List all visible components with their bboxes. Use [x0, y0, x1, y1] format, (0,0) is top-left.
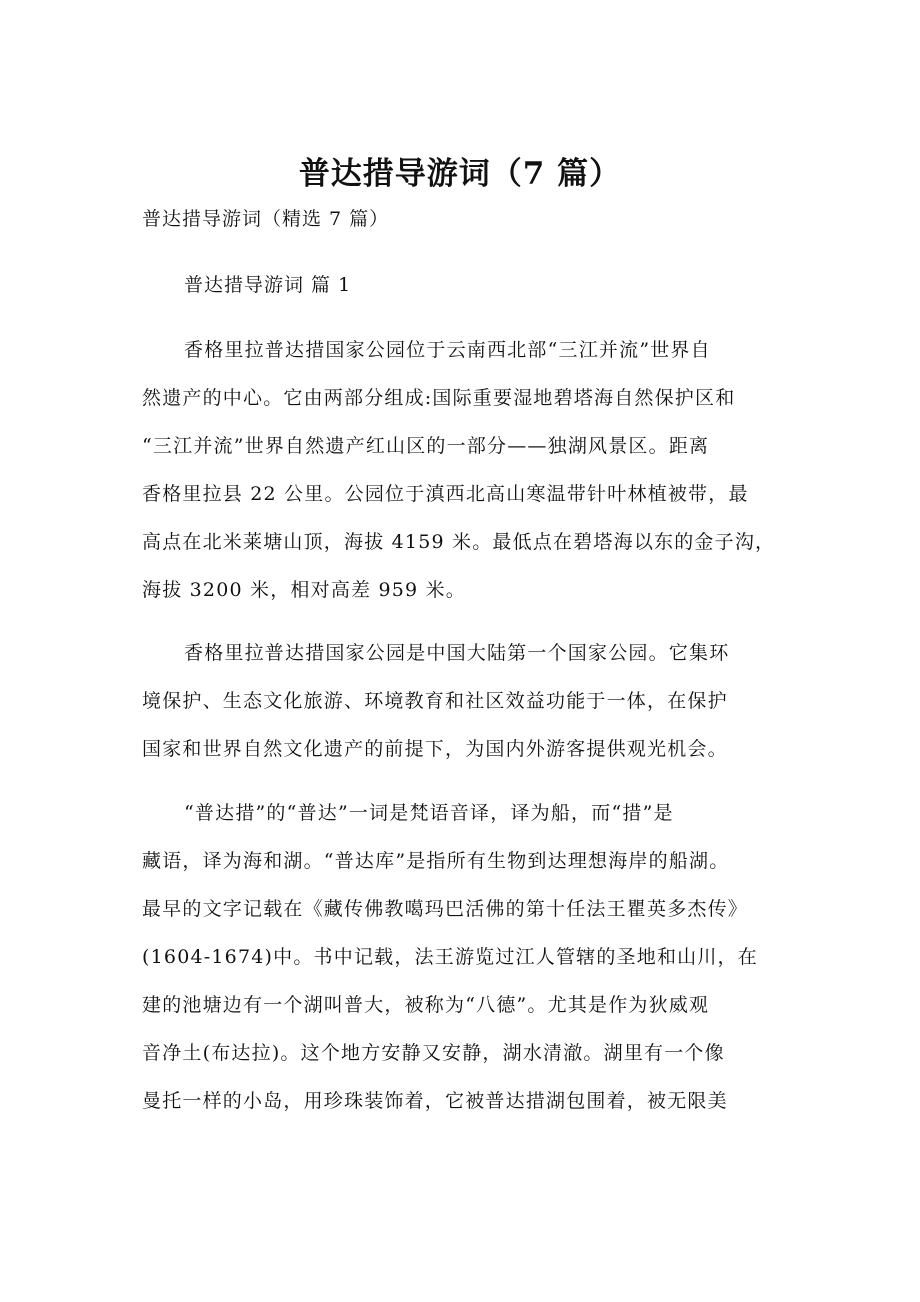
paragraph-3 [142, 789, 782, 1125]
paragraph-line: (1604-1674)中。书中记载，法王游览过江人管辖的圣地和山川，在 [142, 946, 758, 968]
paragraph-line: 曼托一样的小岛，用珍珠装饰着，它被普达措湖包围着，被无限美 [142, 1090, 728, 1112]
document-subtitle: 普达措导游词（精选 7 篇） [142, 208, 390, 230]
section-heading: 普达措导游词 篇 1 [184, 274, 352, 296]
document-title: 普达措导游词（7 篇） [298, 156, 622, 192]
paragraph-line: “三江并流”世界自然遗产红山区的一部分——独湖风景区。距离 [142, 435, 710, 457]
paragraph-line: “普达措”的“普达”一词是梵语音译，译为船，而“措”是 [184, 802, 674, 824]
paragraph-line: 香格里拉普达措国家公园位于云南西北部“三江并流”世界自 [184, 339, 711, 361]
paragraph-line: 藏语，译为海和湖。“普达库”是指所有生物到达理想海岸的船湖。 [142, 850, 730, 872]
paragraph-1 [142, 326, 782, 614]
paragraph-line: 香格里拉普达措国家公园是中国大陆第一个国家公园。它集环 [184, 642, 730, 664]
paragraph-line: 然遗产的中心。它由两部分组成:国际重要湿地碧塔海自然保护区和 [142, 387, 736, 409]
paragraph-line: 香格里拉县 22 公里。公园位于滇西北高山寒温带针叶林植被带，最 [142, 483, 749, 505]
paragraph-line: 国家和世界自然文化遗产的前提下，为国内外游客提供观光机会。 [142, 738, 728, 760]
paragraph-line: 建的池塘边有一个湖叫普大，被称为“八德”。尤其是作为狄威观 [142, 994, 710, 1016]
paragraph-line: 音净土(布达拉)。这个地方安静又安静，湖水清澈。湖里有一个像 [142, 1042, 725, 1064]
paragraph-line: 最早的文字记载在《藏传佛教噶玛巴活佛的第十任法王瞿英多杰传》 [142, 898, 749, 920]
paragraph-line: 高点在北米莱塘山顶，海拔 4159 米。最低点在碧塔海以东的金子沟， [142, 531, 776, 553]
paragraph-line: 境保护、生态文化旅游、环境教育和社区效益功能于一体，在保护 [142, 690, 728, 712]
paragraph-2 [142, 629, 782, 773]
paragraph-line: 海拔 3200 米，相对高差 959 米。 [142, 579, 466, 601]
